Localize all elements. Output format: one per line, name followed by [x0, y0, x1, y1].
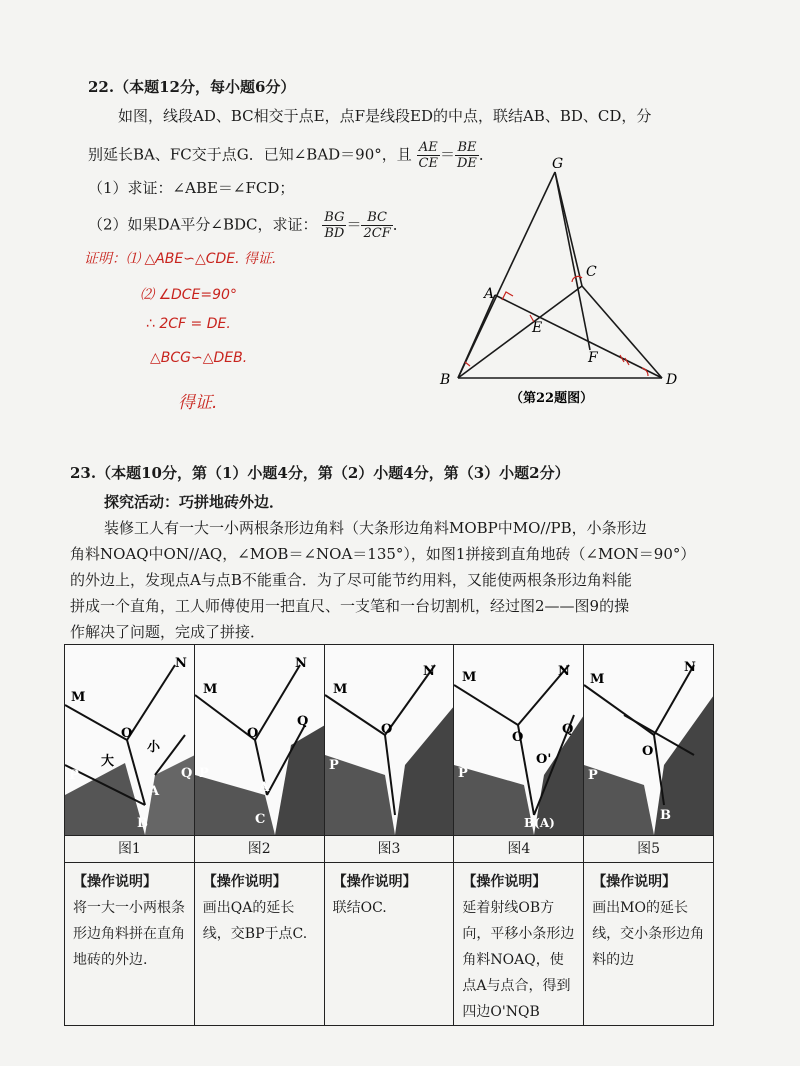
geometry-figure-22: [430, 150, 700, 410]
fig2-label-c: C: [254, 812, 266, 827]
operation-figure-table: [64, 644, 714, 1026]
figure-2-caption: 图2: [194, 836, 324, 863]
fig5-label-m: M: [590, 672, 605, 687]
figure-caption-row: [65, 836, 714, 863]
op-title: 【操作说明】: [592, 874, 677, 890]
point-label-e: E: [532, 320, 543, 336]
figure-5-image: [584, 645, 713, 835]
frac-den: BD: [324, 226, 345, 241]
fig4-label-q: Q: [562, 722, 574, 737]
figure-3-image: [325, 645, 454, 835]
figure-22-caption: （第22题图）: [510, 391, 594, 406]
fig4-label-b-a: B(A): [524, 816, 556, 830]
fig1-label-m: M: [71, 690, 86, 705]
q22-part2: [88, 210, 408, 241]
fig2-label-q: Q: [296, 714, 309, 729]
point-label-d: D: [666, 372, 678, 388]
figure-2-description: [194, 863, 324, 1026]
fig2-label-a: A: [258, 780, 269, 795]
point-label-g: G: [552, 156, 564, 172]
point-label-c: C: [586, 264, 597, 280]
op-text: 画出MO的延长线，交小条形边角料的边: [592, 900, 705, 968]
op-text: 画出QA的延长线，交BP于点C.: [202, 900, 308, 942]
period: ．: [392, 215, 408, 234]
op-title: 【操作说明】: [332, 874, 417, 890]
point-label-b: B: [440, 372, 451, 388]
figure-description-row: [65, 863, 714, 1026]
fig5-label-p: P: [588, 768, 598, 783]
q22-title: 22.（本题12分，每小题6分）: [88, 78, 296, 96]
figure-photo-row: [65, 645, 714, 836]
frac-num: BE: [455, 140, 479, 156]
frac-num: BC: [361, 210, 392, 226]
fig1-label-big: 大: [101, 754, 115, 769]
fig1-label-q: Q: [181, 766, 193, 781]
handwriting-line-2: ⑵ ∠DCE=90°: [140, 287, 237, 303]
op-text: 将一大一小两根条形边角料拼在直角地砖的外边.: [73, 900, 185, 968]
op-text: 延着射线OB方向，平移小条形边角料NOAQ，使点A与点合，得到四边O'NQB: [462, 900, 575, 1020]
figure-5-caption: 图5: [584, 836, 714, 863]
fig4-label-m: M: [462, 670, 477, 685]
figure-1-description: [65, 863, 195, 1026]
figure-4-description: [454, 863, 584, 1026]
q22-part1: （1）求证：∠ABE＝∠FCD；: [88, 179, 295, 197]
fig1-label-n: N: [175, 656, 187, 671]
op-title: 【操作说明】: [73, 874, 157, 890]
q22-part2-text: （2）如果DA平分∠BDC，求证：: [88, 215, 318, 234]
frac-den: DE: [457, 156, 477, 171]
fig1-label-b: B: [137, 816, 148, 831]
period: ．: [478, 145, 494, 164]
figure-5-description: [584, 863, 714, 1026]
fig1-label-o: O: [121, 726, 133, 741]
figure-3-caption: 图3: [324, 836, 454, 863]
q23-p4: 拼成一个直角，工人师傅使用一把直尺、一支笔和一台切割机，经过图2——图9的操: [70, 597, 630, 615]
q22-line1: 如图，线段AD、BC相交于点E，点F是线段ED的中点，联结AB、BD、CD，分: [118, 107, 652, 125]
q23-p3: 的外边上，发现点A与点B不能重合．为了尽可能节约用料，又能使两根条形边角料能: [70, 571, 632, 589]
frac-den: CE: [418, 156, 438, 171]
figure-3-description: [324, 863, 454, 1026]
figure-4-image: [454, 645, 583, 835]
op-title: 【操作说明】: [462, 874, 547, 890]
handwriting-line-1: 证明：⑴ △ABE∽△CDE. 得证.: [84, 251, 277, 267]
fig1-label-a: A: [149, 784, 160, 799]
point-label-f: F: [588, 350, 598, 366]
fraction-bg-bd: [322, 210, 346, 241]
q23-title: 23.（本题10分，第（1）小题4分，第（2）小题4分，第（3）小题2分）: [70, 464, 570, 482]
fig2-label-o: O: [246, 726, 259, 741]
figure-4-cell: [454, 645, 584, 836]
q23-p5: 作解决了问题，完成了拼接．: [70, 623, 266, 641]
figure-2-image: [195, 645, 324, 835]
fig5-label-b: B: [660, 808, 672, 823]
fig1-label-small: 小: [147, 740, 161, 755]
fig3-label-m: M: [332, 682, 347, 697]
fig4-label-o-prime: O': [536, 752, 552, 767]
frac-num: AE: [417, 140, 440, 156]
fig1-label-p: P: [69, 768, 79, 783]
frac-den: 2CF: [363, 226, 391, 241]
equals: ＝: [439, 145, 455, 164]
fig4-label-p: P: [458, 766, 469, 781]
op-text: 联结OC.: [332, 900, 387, 916]
figure-5-cell: [584, 645, 714, 836]
fig3-label-n: N: [422, 664, 435, 679]
figure-3-cell: [324, 645, 454, 836]
op-title: 【操作说明】: [202, 874, 287, 890]
fig2-label-m: M: [202, 682, 218, 697]
figure-1-cell: [65, 645, 195, 836]
handwriting-line-3: ∴ 2CF = DE.: [146, 316, 231, 332]
equals: ＝: [346, 215, 362, 234]
fig2-label-p: P: [198, 766, 209, 781]
fig5-label-o: O: [642, 744, 654, 759]
q23-activity: 探究活动：巧拼地砖外边．: [104, 493, 285, 511]
q22-line2-text: 别延长BA、FC交于点G．已知∠BAD＝90°，且: [88, 145, 412, 164]
fig4-label-n: N: [558, 664, 571, 679]
fig4-label-o: O: [512, 730, 524, 745]
fig5-label-n: N: [684, 660, 697, 675]
handwriting-line-5: 得证.: [178, 393, 218, 413]
fig3-label-p: P: [328, 758, 339, 773]
fraction-bc-2cf: [361, 210, 392, 241]
point-label-a: A: [484, 286, 495, 302]
figure-4-caption: 图4: [454, 836, 584, 863]
fig3-label-o: O: [380, 722, 392, 737]
figure-2-cell: [194, 645, 324, 836]
frac-num: BG: [324, 210, 345, 225]
handwriting-line-4: △BCG∽△DEB.: [150, 350, 248, 366]
fig2-label-n: N: [294, 656, 307, 671]
figure-1-caption: 图1: [65, 836, 195, 863]
figure-1-image: [65, 645, 194, 835]
q23-p2: 角料NOAQ中ON//AQ，∠MOB＝∠NOA＝135°），如图1拼接到直角地砖（∠MON＝90°）: [70, 545, 696, 563]
q23-p1: 装修工人有一大一小两根条形边角料（大条形边角料MOBP中MO//PB，小条形边: [104, 519, 647, 537]
